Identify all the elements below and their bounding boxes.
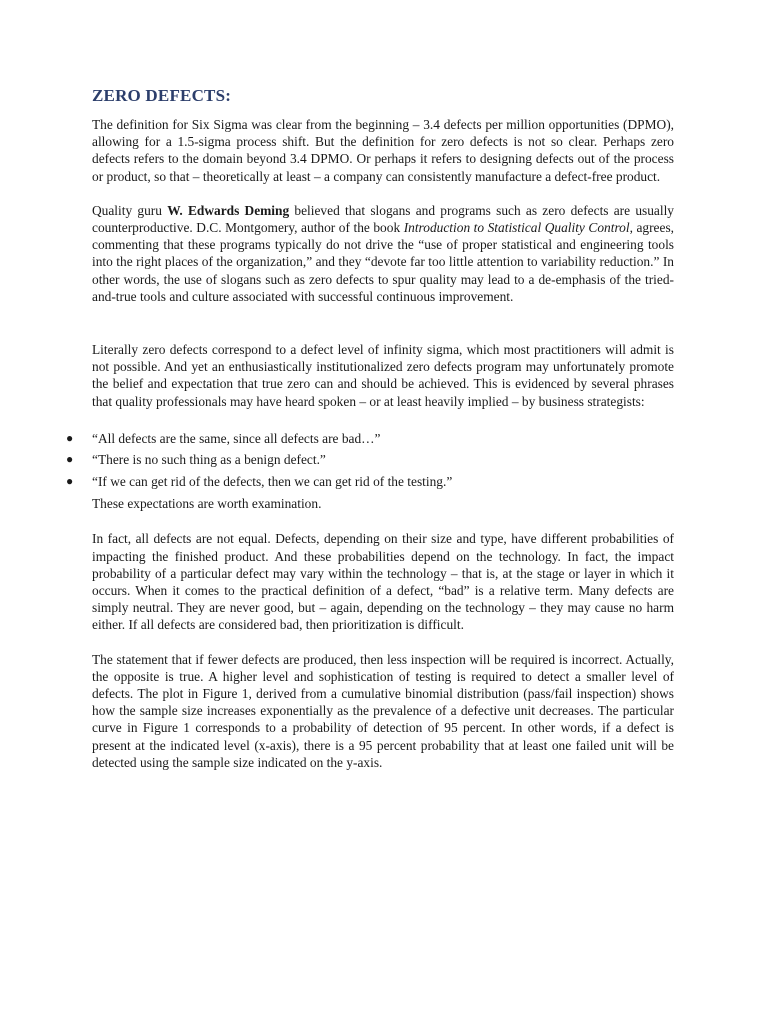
document-title: ZERO DEFECTS: — [92, 86, 232, 105]
bullet-list — [66, 428, 674, 493]
paragraph-six-sigma-definition: The definition for Six Sigma was clear from the beginning – 3.4 defects per million opportunities (DPMO), allowing for a 1.5-sigma process shift. But the definition for zero defects is not so clear. Perhaps zero defects refers to the domain beyond 3.4 DPMO. Or perhaps it refers to designing defects out of the process or product, so that – theoretically at least – a company can consistently manufacture a defect-free product. — [92, 117, 674, 184]
book-title: Introduction to Statistical Quality Control — [403, 220, 630, 236]
list-item-text: “All defects are the same, since all defects are bad…” — [92, 430, 381, 446]
list-item-text: “There is no such thing as a benign defect.” — [92, 452, 326, 468]
document-page — [66, 84, 675, 771]
list-item — [66, 471, 674, 493]
deming-name: W. Edwards Deming — [167, 202, 290, 218]
list-item-text: “If we can get rid of the defects, then we can get rid of the testing.” — [92, 473, 453, 489]
paragraph-infinity-sigma: Literally zero defects correspond to a defect level of infinity sigma, which most practitioners will admit is not possible. And yet an enthusiastically institutionalized zero defects program may unfortunately promote the belief and expectation that true zero can and should be achieved. This is evidenced by several phrases that quality professionals may have heard spoken – or at least heavily implied – by business strategists: — [92, 342, 674, 409]
paragraph-deming — [92, 202, 674, 305]
paragraph-deming-text-e: , agrees, commenting that these programs typically do not drive the “use of proper statistical and engineering tools into the right places of the organization,” and they “devote far too little attention to variability reduction.” In other words, the use of slogans such as zero defects to spur quality may lead to a de-emphasis of the tried-and-true tools and culture associated with successful continuous improvement. — [92, 220, 674, 304]
paragraph-deming-text-a: Quality guru — [92, 202, 168, 218]
paragraph-expectations: These expectations are worth examination. — [92, 496, 322, 512]
list-item — [66, 428, 674, 450]
bullet-icon: ● — [66, 452, 74, 467]
bullet-icon: ● — [66, 473, 74, 488]
paragraph-defects-not-equal: In fact, all defects are not equal. Defects, depending on their size and type, have different probabilities of impacting the finished product. And these probabilities depend on the technology. In fact, the impact probability of a particular defect may vary within the technology – that is, at the stage or layer in which it occurs. When it comes to the practical definition of a defect, “bad” is a relative term. Many defects are simply neutral. They are never good, but – again, depending on the technology – they may cause no harm either. If all defects are considered bad, then prioritization is difficult. — [92, 531, 674, 633]
paragraph-deming-text-c: believed that slogans and programs such as zero defects are usually counterproductive. D.C. Montgomery, author of the book — [92, 202, 675, 236]
paragraph-inspection: The statement that if fewer defects are produced, then less inspection will be required is incorrect. Actually, the opposite is true. A higher level and sophistication of testing is required to detect a smaller level of defects. The plot in Figure 1, derived from a cumulative binomial distribution (pass/fail inspection) shows how the sample size increases exponentially as the prevalence of a defective unit decreases. The particular curve in Figure 1 corresponds to a probability of detection of 95 percent. In other words, if a defect is present at the indicated level (x-axis), there is a 95 percent probability that at least one failed unit will be detected using the sample size indicated on the y-axis. — [92, 651, 674, 770]
bullet-icon: ● — [66, 430, 74, 445]
list-item — [66, 449, 674, 471]
